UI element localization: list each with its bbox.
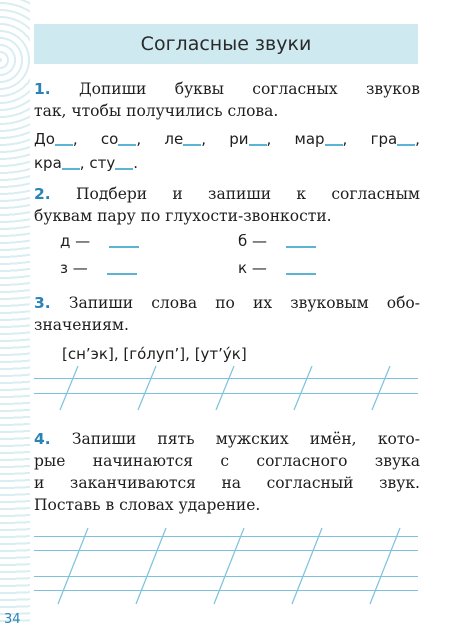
title-bar <box>34 24 418 64</box>
blank-gap[interactable] <box>118 130 136 146</box>
task-4-text-1: Запиши пять мужских имён, кото- <box>71 430 420 448</box>
blank-gap[interactable] <box>249 130 267 146</box>
word-item: мар , <box>294 130 348 148</box>
word-item: гра , <box>370 130 420 148</box>
task-1-line-1 <box>34 78 420 100</box>
writing-area-4[interactable] <box>34 528 420 606</box>
page-number: 34 <box>4 612 21 627</box>
task-3-line-1 <box>34 292 420 314</box>
blank-gap[interactable] <box>62 154 80 170</box>
task-2-number: 2. <box>34 185 51 203</box>
pair-row: к — <box>238 259 316 277</box>
task-3 <box>34 292 420 336</box>
word-item: кра , <box>34 154 85 172</box>
task-1 <box>34 78 420 122</box>
task-1-number: 1. <box>34 80 51 98</box>
task-3-text-2: значениям. <box>34 316 129 334</box>
blank-gap[interactable] <box>107 259 137 275</box>
task-3-text-1: Запиши слова по их звуковым обо- <box>68 294 420 312</box>
blank-gap[interactable] <box>325 130 343 146</box>
task-2-line-1 <box>34 183 420 205</box>
decorative-margin <box>0 0 30 626</box>
blank-gap[interactable] <box>115 154 133 170</box>
blank-gap[interactable] <box>109 232 139 248</box>
task-2-text-2: буквам пару по глухости-звонкости. <box>34 207 332 225</box>
word-item: ле , <box>164 130 206 148</box>
task-3-number: 3. <box>34 294 51 312</box>
blank-gap[interactable] <box>183 130 201 146</box>
transcriptions: [сн’эк], [го́луп’], [ут’у́к] <box>62 345 247 363</box>
blank-gap[interactable] <box>55 130 73 146</box>
pair-row: д — <box>60 232 139 250</box>
writing-area-3[interactable] <box>34 366 420 412</box>
pair-row: з — <box>60 259 137 277</box>
blank-gap[interactable] <box>286 232 316 248</box>
task-1-text-1: Допиши буквы согласных звуков <box>79 80 420 98</box>
word-item: со , <box>100 130 142 148</box>
word-item: ри , <box>229 130 272 148</box>
task-4-number: 4. <box>34 430 51 448</box>
word-item: До , <box>34 130 78 148</box>
task-1-words <box>34 128 420 174</box>
blank-gap[interactable] <box>397 130 415 146</box>
slant-lines <box>34 366 420 412</box>
task-4-text-4: Поставь в словах ударение. <box>34 496 261 514</box>
slant-lines <box>34 528 420 606</box>
task-2 <box>34 183 420 227</box>
page-title: Согласные звуки <box>140 33 312 55</box>
pair-row: б — <box>238 232 316 250</box>
blank-gap[interactable] <box>286 259 316 275</box>
word-item: сту . <box>89 154 138 172</box>
task-4-line-1 <box>34 428 420 450</box>
task-4-text-2: рые начинаются с согласного звука <box>34 452 420 470</box>
task-4 <box>34 428 420 516</box>
task-2-text-1: Подбери и запиши к согласным <box>75 185 420 203</box>
task-4-text-3: и заканчиваются на согласный звук. <box>34 474 420 492</box>
task-1-text-2: так, чтобы получились слова. <box>34 102 279 120</box>
